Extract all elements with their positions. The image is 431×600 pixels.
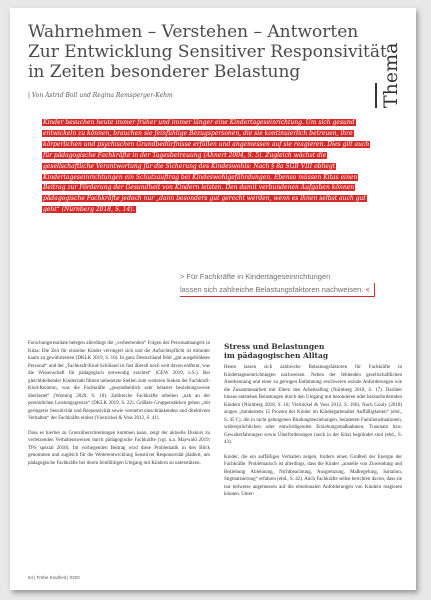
magazine-page (10, 8, 416, 590)
article-authors: | Von Astrid Boll und Regina Remsperger-Kehm (28, 92, 173, 99)
section-heading-line: Stress und Belastungen (224, 342, 325, 351)
right-column (224, 342, 402, 506)
intro-paragraph (42, 118, 370, 216)
section-heading (224, 342, 402, 360)
section-heading-line: im pädagogischen Alltag (224, 351, 329, 360)
body-paragraph: Dass es hierbei zu Grenzüberschreitungen kommen kann, zeigt der aktuelle Diskurs zu verletzenden Verhaltensweisen durch pädagogische Fachkräfte (vgl. u.a. Maywald 2019; TPS spezial 2018). Im vorliegenden Beitrag wird diese Problematik in den Blick genommen und zugleich für die Weiterentwicklung Sensitiver Responsivität plädiert, um pädagogische Fachkräfte bei ihrem feinfühligen Umgang mit Kindern zu unterstützen. (28, 430, 210, 466)
section-label-bar (375, 83, 377, 108)
body-paragraph: Forschungsresultate belegen allerdings die „verheerenden“ Folgen des Personalmangels in Kitas: Die Zeit für einzelne Kinder verringert sich und die Aufsichtspflicht ist mitunter kaum zu gewährleisten (DKLK 2019, S. 16). In ganz Deutschland fehlt „gut ausgebildetes Personal“ und der „Fachkraft-Kind-Schlüssel ist fast überall noch weit davon entfernt, was die Wissenschaft für pädagogisch notwendig erachtet“ (GEW 2019, o.S.). Bei gleichbleibender Kinderzahl führen unbesetzte Stellen zum weiteren Sinken der Fachkraft-Kind-Relation, was die Fachkräfte „gesundheitlich sehr belastet beziehungsweise überlastet“ (Warning 2020, S. 10). Zahlreiche Fachkräfte arbeiten „nah an der persönlichen Leistungsgrenze“ (DKLK 2019, S. 22). Größere Gruppenstärken gehen „mit geringerer Sensitivität und Responsivität sowie vermehrt einschränkenden und direktivem Verhalten“ der Fachkräfte einher (Viernickel & Voss 2012, S. 41). (28, 341, 210, 421)
body-paragraph: Heute lassen sich zahlreiche Belastungsfaktoren für Fachkräfte in Kindertageseinrichtungen nachweisen. Neben der fehlenden gesellschaftlichen Anerkennung und einer zu geringen Entlohnung erschweren soziale Anforderungen wie die Zusammenarbeit mit Eltern den Arbeitsalltag (Nürnberg 2018, S. 17). Darüber hinaus entstehen Belastungen durch den Umgang mit besonderen oder herausfordernden Kindern (Nürnberg 2018, S. 18; Viernickel & Voss 2012, S. 166). Nach Gouly (2018) zeigen „mindestens 15 Prozent der Kinder im Kindergartenalter Auffälligkeiten“ (ebd., S. 45 f.), die in nicht gelungenen Bindungsbeziehungen, belasteten Familiensituationen, widersprüchlichen oder entwürdigenden Erziehungsmaßnahmen, Traumata bzw. Gewalterfahrungen sowie Überforderungen (auch in der Kita) begründet sind (ebd., S. 43). (224, 365, 402, 445)
title-line: Wahrnehmen – Verstehen – Antworten (28, 22, 359, 42)
pull-quote-line (180, 283, 375, 297)
pull-quote (180, 270, 395, 297)
section-label (372, 28, 402, 108)
pull-quote-end-mark: < (365, 285, 370, 294)
page-footer: 54 | Frühe Kindheit | 0320 (28, 575, 80, 580)
left-column (28, 340, 210, 474)
title-line: Zur Entwicklung Sensitiver Responsivität (28, 42, 387, 62)
pull-quote-text: lassen sich zahlreiche Belastungsfaktoren nachweisen. (180, 285, 364, 294)
title-line: in Zeiten besonderer Belastung (28, 62, 301, 82)
body-paragraph: Kinder, die ein auffälliges Verhalten zeigen, fordern einen Großteil der Energie der Fachkräfte. Problematisch ist allerdings, dass die Kinder „anstelle von Zuwendung und Beziehung Ablehnung, Nichtbeachtung, Ausgrenzung, Maßregelung, Isolation, Stigmatisierung“ erfahren (ebd., S. 42). Auch Fachkräfte selbst berichten davon, dass sie nur teilweise angemessen auf die emotionalen Anforderungen von Kindern reagieren können. Unter- (224, 454, 402, 497)
intro-highlight-text: Kinder besuchen heute immer früher und immer länger eine Kindertageseinrichtung. Um sich gesund entwickeln zu können, brauchen sie feinfühlige Bezugspersonen, die sie kontinuierlich betreuen, ihre körperlichen und psychischen Grundbedürfnisse erfüllen und angemessen auf sie reagieren. Dies gilt auch für pädagogische Fachkräfte in der Tagesbetreuung (Ahnert 2004, S. 5). Zugleich wächst die gesellschaftliche Verantwortung für die Sicherung des Kindeswohls: Nach § 8a SGB VIII obliegt Kindertageseinrichtungen ein Schutzauftrag bei Kindeswohlgefährdungen. Ebenso müssen Kitas einen Beitrag zur Förderung der Gesundheit von Kindern leisten. Den damit verbundenen Aufgaben können pädagogische Fachkräfte jedoch nur „dann besonders gut gerecht werden, wenn es ihnen selbst auch gut geht“ (Nürnberg 2018, S. 14). (43, 119, 370, 214)
article-title (28, 22, 387, 82)
section-label-text: Thema (380, 42, 402, 108)
pull-quote-line: > Für Fachkräfte in Kindertageseinrichtungen (180, 272, 331, 281)
